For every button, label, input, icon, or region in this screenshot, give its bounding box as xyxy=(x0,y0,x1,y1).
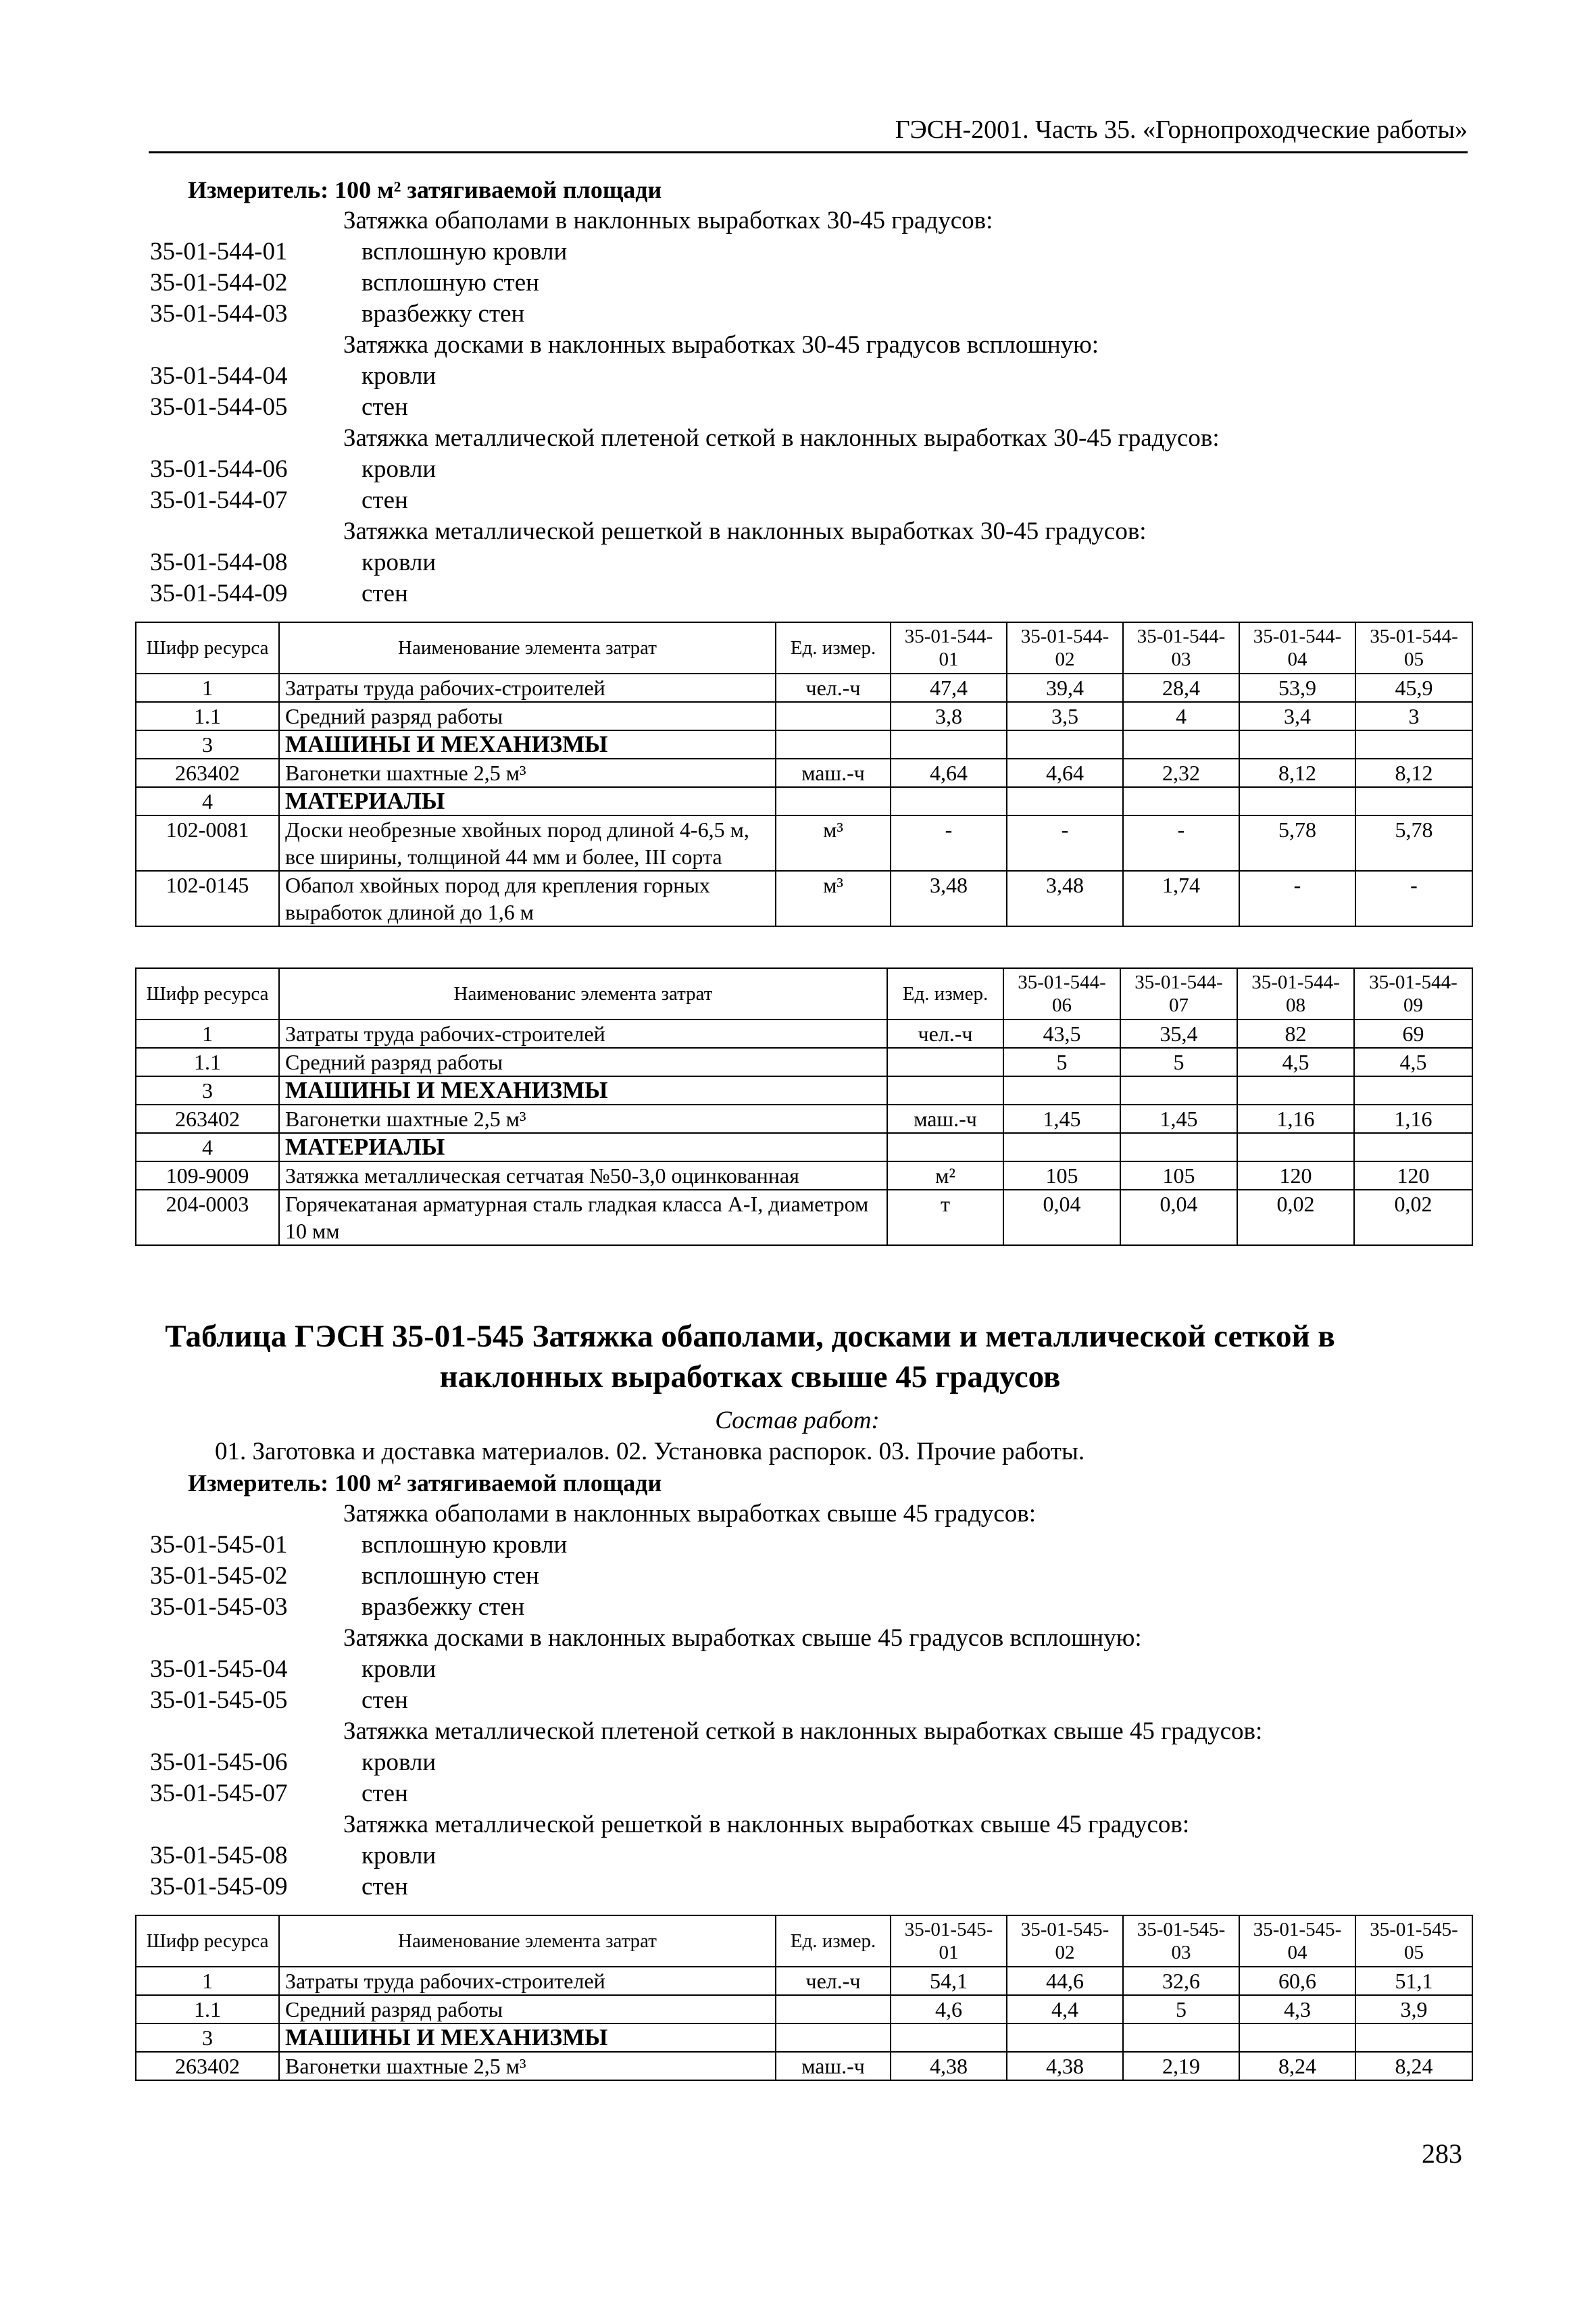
table-row: 1.1 Средний разряд работы 4,6 4,4 5 4,3 3,9 xyxy=(136,1995,1472,2023)
norm-row: 35-01-544-09 стен xyxy=(150,580,408,607)
table-row: 1 Затраты труда рабочих-строителей чел.-ч 47,4 39,4 28,4 53,9 45,9 xyxy=(136,674,1472,702)
col-header-unit: Ед. измер. xyxy=(887,968,1003,1020)
group-heading: Затяжка металлической плетеной сеткой в наклонных выработках 30-45 градусов: xyxy=(343,424,1220,452)
norms-list-544 xyxy=(135,174,1480,609)
col-header-norm: 35-01-544-02 xyxy=(1007,622,1123,674)
norm-row: 35-01-545-01 всплошную кровли xyxy=(150,1531,568,1559)
norm-row: 35-01-545-02 всплошную стен xyxy=(150,1562,539,1590)
resource-table-545-01-05 xyxy=(135,1915,1473,2081)
col-header-name: Наименование элемента затрат xyxy=(279,1915,776,1967)
table-row: 102-0145 Обапол хвойных пород для крепления горных выработок длиной до 1,6 м м³ 3,48 3,48 1,74 - - xyxy=(136,871,1472,926)
table-section-row: 3 МАШИНЫ И МЕХАНИЗМЫ xyxy=(136,730,1472,759)
work-composition-text: 01. Заготовка и доставка материалов. 02. Установка распорок. 03. Прочие работы. xyxy=(215,1438,1085,1465)
norm-row: 35-01-544-06 кровли xyxy=(150,455,437,483)
group-heading: Затяжка обаполами в наклонных выработках 30-45 градусов: xyxy=(343,207,993,234)
table-row: 109-9009 Затяжка металлическая сетчатая №50-3,0 оцинкованная м² 105 105 120 120 xyxy=(136,1161,1472,1190)
table-row: 1 Затраты труда рабочих-строителей чел.-ч 54,1 44,6 32,6 60,6 51,1 xyxy=(136,1967,1472,1995)
col-header-norm: 35-01-544-07 xyxy=(1120,968,1237,1020)
col-header-norm: 35-01-545-02 xyxy=(1007,1915,1123,1967)
col-header-code: Шифр ресурса xyxy=(136,968,279,1020)
norm-row: 35-01-544-05 стен xyxy=(150,393,408,421)
group-heading: Затяжка металлической решеткой в наклонных выработках 30-45 градусов: xyxy=(343,518,1147,545)
table-row: 1 Затраты труда рабочих-строителей чел.-ч 43,5 35,4 82 69 xyxy=(136,1020,1472,1048)
col-header-code: Шифр ресурса xyxy=(136,1915,279,1967)
section-title: Таблица ГЭСН 35-01-545 Затяжка обаполами, досками и металлической сеткой в наклонных выработках свыше 45 градусов xyxy=(165,1319,1335,1394)
table-row: 263402 Вагонетки шахтные 2,5 м³ маш.-ч 1,45 1,45 1,16 1,16 xyxy=(136,1105,1472,1133)
norm-row: 35-01-545-07 стен xyxy=(150,1780,408,1807)
table-row: 263402 Вагонетки шахтные 2,5 м³ маш.-ч 4,38 4,38 2,19 8,24 8,24 xyxy=(136,2052,1472,2080)
meter-label: Измеритель: 100 м² затягиваемой площади xyxy=(188,1469,662,1496)
norm-row: 35-01-545-04 кровли xyxy=(150,1655,437,1683)
norm-row: 35-01-545-05 стен xyxy=(150,1686,408,1714)
col-header-norm: 35-01-545-03 xyxy=(1123,1915,1239,1967)
col-header-unit: Ед. измер. xyxy=(776,1915,891,1967)
page-number: 283 xyxy=(1422,2138,1462,2169)
table-row: 102-0081 Доски необрезные хвойных пород длиной 4-6,5 м, все ширины, толщиной 44 мм и более, III сорта м³ - - - 5,78 5,78 xyxy=(136,815,1472,871)
norm-row: 35-01-544-03 вразбежку стен xyxy=(150,300,525,328)
col-header-code: Шифр ресурса xyxy=(136,622,279,674)
col-header-unit: Ед. измер. xyxy=(776,622,891,674)
table-section-row: 3 МАШИНЫ И МЕХАНИЗМЫ xyxy=(136,2023,1472,2052)
group-heading: Затяжка досками в наклонных выработках 30-45 градусов всплошную: xyxy=(343,331,1099,359)
col-header-name: Наименование элемента затрат xyxy=(279,622,776,674)
norm-row: 35-01-545-06 кровли xyxy=(150,1749,437,1776)
norm-row: 35-01-545-08 кровли xyxy=(150,1842,437,1869)
group-heading: Затяжка обаполами в наклонных выработках свыше 45 градусов: xyxy=(343,1500,1036,1528)
resource-table-544-01-05 xyxy=(135,622,1473,927)
col-header-norm: 35-01-544-03 xyxy=(1123,622,1239,674)
col-header-norm: 35-01-545-05 xyxy=(1355,1915,1472,1967)
table-section-row: 4 МАТЕРИАЛЫ xyxy=(136,1133,1472,1161)
col-header-norm: 35-01-544-09 xyxy=(1354,968,1472,1020)
norm-row: 35-01-544-08 кровли xyxy=(150,549,437,576)
col-header-norm: 35-01-544-08 xyxy=(1237,968,1354,1020)
work-composition-heading: Состав работ: xyxy=(715,1407,880,1434)
norm-row: 35-01-544-02 всплошную стен xyxy=(150,269,539,297)
table-section-row: 3 МАШИНЫ И МЕХАНИЗМЫ xyxy=(136,1076,1472,1105)
col-header-norm: 35-01-544-04 xyxy=(1239,622,1355,674)
running-header: ГЭСН-2001. Часть 35. «Горнопроходческие работы» xyxy=(149,109,1468,153)
norm-row: 35-01-545-09 стен xyxy=(150,1873,408,1901)
table-row: 263402 Вагонетки шахтные 2,5 м³ маш.-ч 4,64 4,64 2,32 8,12 8,12 xyxy=(136,759,1472,787)
norm-row: 35-01-544-01 всплошную кровли xyxy=(150,238,568,266)
col-header-norm: 35-01-544-06 xyxy=(1003,968,1120,1020)
meter-label: Измеритель: 100 м² затягиваемой площади xyxy=(188,176,662,203)
norm-row: 35-01-545-03 вразбежку стен xyxy=(150,1593,525,1621)
table-section-row: 4 МАТЕРИАЛЫ xyxy=(136,787,1472,815)
group-heading: Затяжка досками в наклонных выработках свыше 45 градусов всплошную: xyxy=(343,1624,1142,1652)
norms-list-545 xyxy=(135,1467,1480,1903)
col-header-name: Наименованис элемента затрат xyxy=(279,968,887,1020)
table-row: 1.1 Средний разряд работы 3,8 3,5 4 3,4 3 xyxy=(136,702,1472,730)
col-header-norm: 35-01-544-05 xyxy=(1355,622,1472,674)
group-heading: Затяжка металлической решеткой в наклонных выработках свыше 45 градусов: xyxy=(343,1811,1190,1838)
norm-row: 35-01-544-04 кровли xyxy=(150,362,437,390)
col-header-norm: 35-01-545-04 xyxy=(1239,1915,1355,1967)
norm-row: 35-01-544-07 стен xyxy=(150,486,408,514)
col-header-norm: 35-01-545-01 xyxy=(891,1915,1007,1967)
table-row: 204-0003 Горячекатаная арматурная сталь гладкая класса А-I, диаметром 10 мм т 0,04 0,04 0,02 0,02 xyxy=(136,1190,1472,1245)
group-heading: Затяжка металлической плетеной сеткой в наклонных выработках свыше 45 градусов: xyxy=(343,1717,1263,1745)
resource-table-544-06-09 xyxy=(135,967,1473,1246)
table-row: 1.1 Средний разряд работы 5 5 4,5 4,5 xyxy=(136,1048,1472,1076)
col-header-norm: 35-01-544-01 xyxy=(891,622,1007,674)
